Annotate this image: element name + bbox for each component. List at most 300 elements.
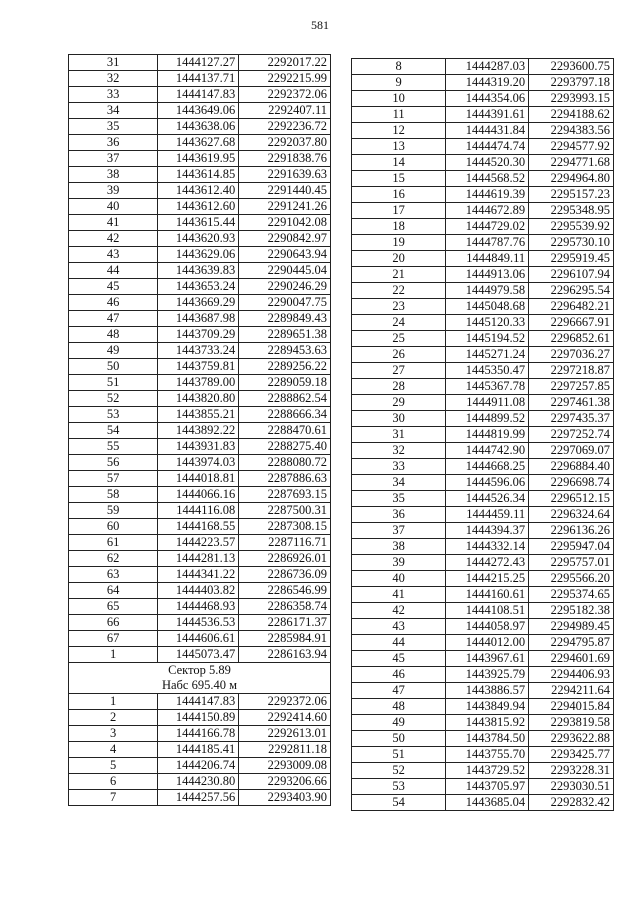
x-coordinate-cell: 1443627.68 <box>158 135 239 151</box>
table-row <box>352 283 614 299</box>
table-row <box>69 119 331 135</box>
y-coordinate-cell: 2294383.56 <box>529 123 614 139</box>
y-coordinate-cell: 2289256.22 <box>239 359 331 375</box>
point-number-cell: 46 <box>352 667 446 683</box>
point-number-cell: 35 <box>352 491 446 507</box>
point-number-cell: 41 <box>69 215 158 231</box>
y-coordinate-cell: 2293206.66 <box>239 774 331 790</box>
x-coordinate-cell: 1443789.00 <box>158 375 239 391</box>
table-row <box>352 795 614 811</box>
point-number-cell: 11 <box>352 107 446 123</box>
point-number-cell: 3 <box>69 726 158 742</box>
x-coordinate-cell: 1444160.61 <box>446 587 529 603</box>
point-number-cell: 25 <box>352 331 446 347</box>
y-coordinate-cell: 2291042.08 <box>239 215 331 231</box>
x-coordinate-cell: 1443653.24 <box>158 279 239 295</box>
y-coordinate-cell: 2295757.01 <box>529 555 614 571</box>
y-coordinate-cell: 2295947.04 <box>529 539 614 555</box>
x-coordinate-cell: 1444913.06 <box>446 267 529 283</box>
x-coordinate-cell: 1444596.06 <box>446 475 529 491</box>
point-number-cell: 42 <box>69 231 158 247</box>
x-coordinate-cell: 1443687.98 <box>158 311 239 327</box>
point-number-cell: 40 <box>352 571 446 587</box>
point-number-cell: 33 <box>352 459 446 475</box>
y-coordinate-cell: 2286736.09 <box>239 567 331 583</box>
y-coordinate-cell: 2290842.97 <box>239 231 331 247</box>
x-coordinate-cell: 1445073.47 <box>158 647 239 663</box>
x-coordinate-cell: 1444319.20 <box>446 75 529 91</box>
table-row <box>352 379 614 395</box>
y-coordinate-cell: 2297036.27 <box>529 347 614 363</box>
table-row <box>352 59 614 75</box>
x-coordinate-cell: 1444272.43 <box>446 555 529 571</box>
point-number-cell: 51 <box>69 375 158 391</box>
x-coordinate-cell: 1445120.33 <box>446 315 529 331</box>
x-coordinate-cell: 1444066.16 <box>158 487 239 503</box>
point-number-cell: 51 <box>352 747 446 763</box>
point-number-cell: 61 <box>69 535 158 551</box>
point-number-cell: 19 <box>352 235 446 251</box>
table-row <box>69 583 331 599</box>
table-row <box>69 247 331 263</box>
table-row <box>69 151 331 167</box>
y-coordinate-cell: 2292407.11 <box>239 103 331 119</box>
table-row <box>352 779 614 795</box>
x-coordinate-cell: 1444520.30 <box>446 155 529 171</box>
y-coordinate-cell: 2297257.85 <box>529 379 614 395</box>
table-row <box>352 555 614 571</box>
y-coordinate-cell: 2286546.99 <box>239 583 331 599</box>
point-number-cell: 21 <box>352 267 446 283</box>
y-coordinate-cell: 2289651.38 <box>239 327 331 343</box>
point-number-cell: 45 <box>352 651 446 667</box>
table-row <box>69 599 331 615</box>
point-number-cell: 39 <box>69 183 158 199</box>
page-number: 581 <box>311 18 329 32</box>
y-coordinate-cell: 2292017.22 <box>239 55 331 71</box>
table-row <box>352 395 614 411</box>
x-coordinate-cell: 1444185.41 <box>158 742 239 758</box>
x-coordinate-cell: 1444018.81 <box>158 471 239 487</box>
x-coordinate-cell: 1444137.71 <box>158 71 239 87</box>
x-coordinate-cell: 1443784.50 <box>446 731 529 747</box>
point-number-cell: 59 <box>69 503 158 519</box>
point-number-cell: 8 <box>352 59 446 75</box>
table-row <box>352 635 614 651</box>
x-coordinate-cell: 1443629.06 <box>158 247 239 263</box>
point-number-cell: 22 <box>352 283 446 299</box>
table-row <box>69 503 331 519</box>
point-number-cell: 12 <box>352 123 446 139</box>
point-number-cell: 39 <box>352 555 446 571</box>
point-number-cell: 48 <box>352 699 446 715</box>
table-row <box>69 87 331 103</box>
point-number-cell: 42 <box>352 603 446 619</box>
x-coordinate-cell: 1443612.40 <box>158 183 239 199</box>
table-row <box>69 327 331 343</box>
x-coordinate-cell: 1445367.78 <box>446 379 529 395</box>
table-row <box>69 375 331 391</box>
table-row <box>352 539 614 555</box>
y-coordinate-cell: 2294577.92 <box>529 139 614 155</box>
x-coordinate-cell: 1443669.29 <box>158 295 239 311</box>
x-coordinate-cell: 1444147.83 <box>158 694 239 710</box>
point-number-cell: 38 <box>352 539 446 555</box>
point-number-cell: 50 <box>69 359 158 375</box>
y-coordinate-cell: 2292215.99 <box>239 71 331 87</box>
table-row <box>69 423 331 439</box>
point-number-cell: 10 <box>352 91 446 107</box>
y-coordinate-cell: 2294211.64 <box>529 683 614 699</box>
table-row <box>69 519 331 535</box>
y-coordinate-cell: 2287693.15 <box>239 487 331 503</box>
table-row <box>69 710 331 726</box>
table-row <box>352 427 614 443</box>
y-coordinate-cell: 2293403.90 <box>239 790 331 806</box>
table-row <box>69 694 331 710</box>
table-row <box>69 167 331 183</box>
y-coordinate-cell: 2293425.77 <box>529 747 614 763</box>
y-coordinate-cell: 2296512.15 <box>529 491 614 507</box>
x-coordinate-cell: 1444819.99 <box>446 427 529 443</box>
point-number-cell: 28 <box>352 379 446 395</box>
x-coordinate-cell: 1443615.44 <box>158 215 239 231</box>
y-coordinate-cell: 2291639.63 <box>239 167 331 183</box>
y-coordinate-cell: 2286163.94 <box>239 647 331 663</box>
y-coordinate-cell: 2287886.63 <box>239 471 331 487</box>
table-row <box>69 215 331 231</box>
x-coordinate-cell: 1444668.25 <box>446 459 529 475</box>
x-coordinate-cell: 1444459.11 <box>446 507 529 523</box>
x-coordinate-cell: 1444332.14 <box>446 539 529 555</box>
table-row <box>352 523 614 539</box>
table-row <box>69 183 331 199</box>
y-coordinate-cell: 2289453.63 <box>239 343 331 359</box>
y-coordinate-cell: 2296107.94 <box>529 267 614 283</box>
point-number-cell: 52 <box>69 391 158 407</box>
x-coordinate-cell: 1443855.21 <box>158 407 239 423</box>
x-coordinate-cell: 1444341.22 <box>158 567 239 583</box>
point-number-cell: 24 <box>352 315 446 331</box>
y-coordinate-cell: 2288080.72 <box>239 455 331 471</box>
point-number-cell: 5 <box>69 758 158 774</box>
table-row <box>352 683 614 699</box>
x-coordinate-cell: 1444150.89 <box>158 710 239 726</box>
y-coordinate-cell: 2294406.93 <box>529 667 614 683</box>
point-number-cell: 52 <box>352 763 446 779</box>
y-coordinate-cell: 2296698.74 <box>529 475 614 491</box>
table-row <box>352 507 614 523</box>
y-coordinate-cell: 2288470.61 <box>239 423 331 439</box>
point-number-cell: 15 <box>352 171 446 187</box>
point-number-cell: 37 <box>352 523 446 539</box>
table-row <box>352 363 614 379</box>
point-number-cell: 65 <box>69 599 158 615</box>
y-coordinate-cell: 2296667.91 <box>529 315 614 331</box>
table-row <box>352 267 614 283</box>
x-coordinate-cell: 1444729.02 <box>446 219 529 235</box>
y-coordinate-cell: 2286171.37 <box>239 615 331 631</box>
point-number-cell: 14 <box>352 155 446 171</box>
x-coordinate-cell: 1445271.24 <box>446 347 529 363</box>
x-coordinate-cell: 1443729.52 <box>446 763 529 779</box>
table-row <box>352 139 614 155</box>
table-row <box>69 471 331 487</box>
x-coordinate-cell: 1444403.82 <box>158 583 239 599</box>
x-coordinate-cell: 1444281.13 <box>158 551 239 567</box>
x-coordinate-cell: 1444108.51 <box>446 603 529 619</box>
point-number-cell: 63 <box>69 567 158 583</box>
x-coordinate-cell: 1444742.90 <box>446 443 529 459</box>
y-coordinate-cell: 2294601.69 <box>529 651 614 667</box>
point-number-cell: 47 <box>352 683 446 699</box>
table-row <box>69 567 331 583</box>
x-coordinate-cell: 1443620.93 <box>158 231 239 247</box>
table-row <box>352 155 614 171</box>
x-coordinate-cell: 1443820.80 <box>158 391 239 407</box>
y-coordinate-cell: 2293819.58 <box>529 715 614 731</box>
y-coordinate-cell: 2295157.23 <box>529 187 614 203</box>
table-row <box>352 219 614 235</box>
x-coordinate-cell: 1443612.60 <box>158 199 239 215</box>
table-row <box>352 715 614 731</box>
point-number-cell: 50 <box>352 731 446 747</box>
table-row <box>69 790 331 806</box>
x-coordinate-cell: 1444215.25 <box>446 571 529 587</box>
y-coordinate-cell: 2295730.10 <box>529 235 614 251</box>
table-row <box>352 443 614 459</box>
table-row <box>69 359 331 375</box>
y-coordinate-cell: 2290246.29 <box>239 279 331 295</box>
x-coordinate-cell: 1444116.08 <box>158 503 239 519</box>
x-coordinate-cell: 1443974.03 <box>158 455 239 471</box>
x-coordinate-cell: 1444911.08 <box>446 395 529 411</box>
table-row <box>352 235 614 251</box>
point-number-cell: 27 <box>352 363 446 379</box>
point-number-cell: 43 <box>352 619 446 635</box>
y-coordinate-cell: 2287116.71 <box>239 535 331 551</box>
x-coordinate-cell: 1444431.84 <box>446 123 529 139</box>
left-table-rows-bottom <box>69 694 331 806</box>
x-coordinate-cell: 1444058.97 <box>446 619 529 635</box>
point-number-cell: 62 <box>69 551 158 567</box>
y-coordinate-cell: 2295566.20 <box>529 571 614 587</box>
point-number-cell: 53 <box>69 407 158 423</box>
x-coordinate-cell: 1444899.52 <box>446 411 529 427</box>
point-number-cell: 60 <box>69 519 158 535</box>
y-coordinate-cell: 2292372.06 <box>239 87 331 103</box>
point-number-cell: 26 <box>352 347 446 363</box>
y-coordinate-cell: 2290643.94 <box>239 247 331 263</box>
table-row <box>69 774 331 790</box>
table-row <box>352 731 614 747</box>
y-coordinate-cell: 2293228.31 <box>529 763 614 779</box>
y-coordinate-cell: 2296884.40 <box>529 459 614 475</box>
table-row <box>352 747 614 763</box>
x-coordinate-cell: 1443614.85 <box>158 167 239 183</box>
point-number-cell: 20 <box>352 251 446 267</box>
y-coordinate-cell: 2291440.45 <box>239 183 331 199</box>
table-row <box>69 455 331 471</box>
y-coordinate-cell: 2292811.18 <box>239 742 331 758</box>
table-row <box>69 647 331 663</box>
point-number-cell: 44 <box>69 263 158 279</box>
table-row <box>352 347 614 363</box>
y-coordinate-cell: 2288862.54 <box>239 391 331 407</box>
y-coordinate-cell: 2289059.18 <box>239 375 331 391</box>
x-coordinate-cell: 1443925.79 <box>446 667 529 683</box>
point-number-cell: 29 <box>352 395 446 411</box>
x-coordinate-cell: 1444849.11 <box>446 251 529 267</box>
x-coordinate-cell: 1444127.27 <box>158 55 239 71</box>
x-coordinate-cell: 1443815.92 <box>446 715 529 731</box>
y-coordinate-cell: 2293600.75 <box>529 59 614 75</box>
y-coordinate-cell: 2288275.40 <box>239 439 331 455</box>
y-coordinate-cell: 2292372.06 <box>239 694 331 710</box>
table-row <box>352 603 614 619</box>
point-number-cell: 13 <box>352 139 446 155</box>
table-row <box>69 487 331 503</box>
section-header <box>69 663 331 694</box>
table-row <box>352 75 614 91</box>
x-coordinate-cell: 1444536.53 <box>158 615 239 631</box>
point-number-cell: 38 <box>69 167 158 183</box>
point-number-cell: 2 <box>69 710 158 726</box>
point-number-cell: 30 <box>352 411 446 427</box>
x-coordinate-cell: 1444526.34 <box>446 491 529 507</box>
y-coordinate-cell: 2293030.51 <box>529 779 614 795</box>
point-number-cell: 7 <box>69 790 158 806</box>
y-coordinate-cell: 2286926.01 <box>239 551 331 567</box>
y-coordinate-cell: 2294771.68 <box>529 155 614 171</box>
table-row <box>352 587 614 603</box>
y-coordinate-cell: 2289849.43 <box>239 311 331 327</box>
point-number-cell: 48 <box>69 327 158 343</box>
point-number-cell: 41 <box>352 587 446 603</box>
x-coordinate-cell: 1444568.52 <box>446 171 529 187</box>
y-coordinate-cell: 2292414.60 <box>239 710 331 726</box>
x-coordinate-cell: 1443886.57 <box>446 683 529 699</box>
point-number-cell: 31 <box>69 55 158 71</box>
y-coordinate-cell: 2296482.21 <box>529 299 614 315</box>
y-coordinate-cell: 2296324.64 <box>529 507 614 523</box>
table-row <box>352 91 614 107</box>
point-number-cell: 1 <box>69 694 158 710</box>
y-coordinate-cell: 2296295.54 <box>529 283 614 299</box>
y-coordinate-cell: 2293993.15 <box>529 91 614 107</box>
table-row <box>69 311 331 327</box>
point-number-cell: 32 <box>69 71 158 87</box>
table-row <box>352 171 614 187</box>
x-coordinate-cell: 1444230.80 <box>158 774 239 790</box>
x-coordinate-cell: 1444166.78 <box>158 726 239 742</box>
point-number-cell: 1 <box>69 647 158 663</box>
x-coordinate-cell: 1443892.22 <box>158 423 239 439</box>
y-coordinate-cell: 2286358.74 <box>239 599 331 615</box>
y-coordinate-cell: 2291241.26 <box>239 199 331 215</box>
y-coordinate-cell: 2294989.45 <box>529 619 614 635</box>
x-coordinate-cell: 1445048.68 <box>446 299 529 315</box>
left-table-rows-top <box>69 55 331 663</box>
point-number-cell: 23 <box>352 299 446 315</box>
x-coordinate-cell: 1444257.56 <box>158 790 239 806</box>
x-coordinate-cell: 1443759.81 <box>158 359 239 375</box>
y-coordinate-cell: 2295182.38 <box>529 603 614 619</box>
x-coordinate-cell: 1444168.55 <box>158 519 239 535</box>
table-row <box>69 615 331 631</box>
point-number-cell: 37 <box>69 151 158 167</box>
y-coordinate-cell: 2292037.80 <box>239 135 331 151</box>
point-number-cell: 33 <box>69 87 158 103</box>
x-coordinate-cell: 1445194.52 <box>446 331 529 347</box>
y-coordinate-cell: 2292832.42 <box>529 795 614 811</box>
point-number-cell: 49 <box>69 343 158 359</box>
table-row <box>352 619 614 635</box>
table-row <box>352 411 614 427</box>
y-coordinate-cell: 2294015.84 <box>529 699 614 715</box>
point-number-cell: 43 <box>69 247 158 263</box>
x-coordinate-cell: 1444672.89 <box>446 203 529 219</box>
x-coordinate-cell: 1443967.61 <box>446 651 529 667</box>
table-row <box>69 726 331 742</box>
x-coordinate-cell: 1443709.29 <box>158 327 239 343</box>
x-coordinate-cell: 1443705.97 <box>446 779 529 795</box>
section-header-row <box>69 663 331 694</box>
y-coordinate-cell: 2295374.65 <box>529 587 614 603</box>
table-row <box>352 475 614 491</box>
y-coordinate-cell: 2295919.45 <box>529 251 614 267</box>
y-coordinate-cell: 2297252.74 <box>529 427 614 443</box>
point-number-cell: 57 <box>69 471 158 487</box>
point-number-cell: 18 <box>352 219 446 235</box>
y-coordinate-cell: 2292613.01 <box>239 726 331 742</box>
table-row <box>352 667 614 683</box>
table-row <box>352 299 614 315</box>
x-coordinate-cell: 1444391.61 <box>446 107 529 123</box>
y-coordinate-cell: 2297461.38 <box>529 395 614 411</box>
point-number-cell: 6 <box>69 774 158 790</box>
table-row <box>69 71 331 87</box>
y-coordinate-cell: 2288666.34 <box>239 407 331 423</box>
table-row <box>352 187 614 203</box>
point-number-cell: 46 <box>69 295 158 311</box>
table-row <box>69 343 331 359</box>
point-number-cell: 31 <box>352 427 446 443</box>
y-coordinate-cell: 2287308.15 <box>239 519 331 535</box>
x-coordinate-cell: 1444206.74 <box>158 758 239 774</box>
section-subtitle: Набс 695.40 м <box>161 678 238 692</box>
point-number-cell: 34 <box>69 103 158 119</box>
y-coordinate-cell: 2297435.37 <box>529 411 614 427</box>
point-number-cell: 66 <box>69 615 158 631</box>
x-coordinate-cell: 1444606.61 <box>158 631 239 647</box>
table-row <box>352 459 614 475</box>
x-coordinate-cell: 1443733.24 <box>158 343 239 359</box>
coordinates-table-left <box>68 54 331 806</box>
table-row <box>69 439 331 455</box>
x-coordinate-cell: 1443619.95 <box>158 151 239 167</box>
x-coordinate-cell: 1444619.39 <box>446 187 529 203</box>
point-number-cell: 47 <box>69 311 158 327</box>
table-row <box>69 407 331 423</box>
y-coordinate-cell: 2294964.80 <box>529 171 614 187</box>
y-coordinate-cell: 2294188.62 <box>529 107 614 123</box>
x-coordinate-cell: 1444468.93 <box>158 599 239 615</box>
point-number-cell: 4 <box>69 742 158 758</box>
y-coordinate-cell: 2285984.91 <box>239 631 331 647</box>
x-coordinate-cell: 1443685.04 <box>446 795 529 811</box>
point-number-cell: 67 <box>69 631 158 647</box>
